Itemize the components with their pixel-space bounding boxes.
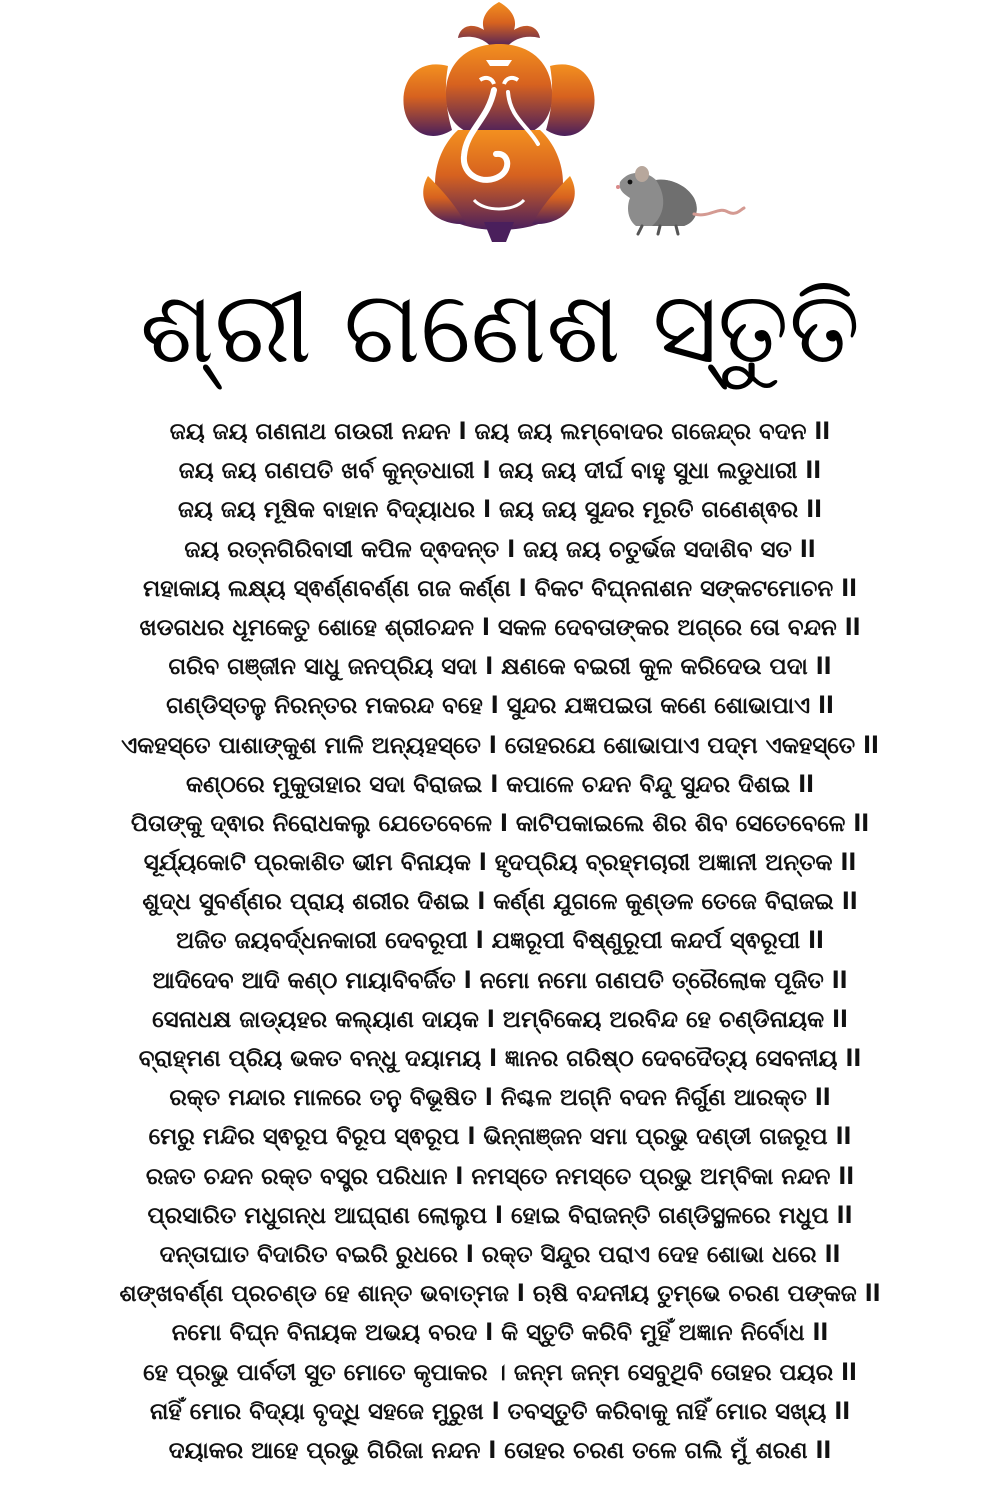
verse-line: ଗରିବ ଗଞ୍ଜୀନ ସାଧୁ ଜନପ୍ରିୟ ସଦା l କ୍ଷଣକେ ବଇରୀ କୁଳ କରିଦେଉ ପଦା ll (168, 654, 832, 681)
verse-line: ଏକହସ୍ତେ ପାଶାଙ୍କୁଶ ମାଳି ଅନ୍ୟହସ୍ତେ l ତୋହରଯେ ଶୋଭାପାଏ ପଦ୍ମ ଏକହସ୍ତେ ll (121, 732, 879, 759)
verse-line: ପ୍ରସାରିତ ମଧୁଗନ୍ଧ ଆଘ୍ରାଣ ଲୋଲୁପ l ହୋଇ ବିରାଜନ୍ତି ଗଣ୍ଡିସ୍ଥଳରେ ମଧୁପ ll (147, 1202, 853, 1229)
ganesha-icon (388, 0, 610, 242)
header-illustration (0, 0, 1000, 250)
verse-list (40, 413, 960, 1471)
verse-line: ଜୟ ରତ୍ନଗିରିବାସୀ କପିଳ ଦ୍ଵଦନ୍ତ l ଜୟ ଜୟ ଚତୁର୍ଭଜ ସଦାଶିବ ସତ ll (184, 536, 816, 563)
verse-line: ବ୍ରାହ୍ମଣ ପ୍ରିୟ ଭକତ ବନ୍ଧୁ ଦୟାମୟ l ଜ୍ଞାନର ଗରିଷ୍ଠ ଦେବଦୈତ୍ୟ ସେବନୀୟ ll (138, 1046, 862, 1072)
verse-line: ଗଣ୍ଡିସ୍ତଳୁ ନିରନ୍ତର ମକରନ୍ଦ ବହେ l ସୁନ୍ଦର ଯଜ୍ଞପଇତା କଣେ ଶୋଭାପାଏ ll (166, 693, 834, 720)
verse-line: ରକ୍ତ ମନ୍ଦାର ମାଳରେ ତନୁ ବିଭୂଷିତ l ନିଶ୍ଚଳ ଅଗ୍ନି ବଦନ ନିର୍ଗୁଣ ଆରକ୍ତ ll (169, 1085, 831, 1112)
verse-line: ସେନାଧକ୍ଷ ଜାଡ୍ୟହର କଲ୍ୟାଣ ଦାୟକ l ଅମ୍ବିକେୟ ଅରବିନ୍ଦ ହେ ଚଣ୍ଡିନାୟକ ll (152, 1006, 848, 1033)
verse-line: ରଜତ ଚନ୍ଦନ ରକ୍ତ ବସ୍ତ୍ର ପରିଧାନ l ନମସ୍ତେ ନମସ୍ତେ ପ୍ରଭୁ ଅମ୍ବିକା ନନ୍ଦନ ll (145, 1163, 855, 1190)
verse-line: ଶୁଦ୍ଧ ସୁବର୍ଣ୍ଣର ପ୍ରାୟ ଶରୀର ଦିଶଇ l କର୍ଣ୍ଣ ଯୁଗଳେ କୁଣ୍ଡଳ ତେଜେ ବିରାଜଇ ll (142, 889, 858, 916)
verse-line: ହେ ପ୍ରଭୁ ପାର୍ବତୀ ସୁତ ମୋତେ କୃପାକର । ଜନ୍ମ ଜନ୍ମ ସେବୁଥିବି ତୋହର ପୟର ll (143, 1359, 857, 1386)
verse-line: ପିତାଙ୍କୁ ଦ୍ଵାର ନିରୋଧକଲୁ ଯେତେବେଳେ l କାଟିପକାଇଲେ ଶିର ଶିବ ସେତେବେଳେ ll (130, 810, 870, 837)
verse-line: ନମୋ ବିଘ୍ନ ବିନାୟକ ଅଭୟ ବରଦ l କି ସ୍ତୁତି କରିବି ମୁହିଁ ଅଜ୍ଞାନ ନିର୍ବୋଧ ll (171, 1320, 829, 1347)
verse-line: ଦନ୍ତାଘାତ ବିଦାରିତ ବଇରି ରୁଧରେ l ରକ୍ତ ସିନ୍ଦୁର ପରାଏ ଦେହ ଶୋଭା ଧରେ ll (159, 1241, 841, 1268)
verse-line: ଅଜିତ ଜୟବର୍ଦ୍ଧନକାରୀ ଦେବରୂପୀ l ଯଜ୍ଞରୂପୀ ବିଷ୍ଣୁରୂପୀ କନ୍ଦର୍ପ ସ୍ଵରୂପୀ ll (176, 928, 824, 955)
verse-line: ଖଡଗଧର ଧୂମକେତୁ ଶୋହେ ଶ୍ରୀଚନ୍ଦନ l ସକଳ ଦେବତାଙ୍କର ଅଗ୍ରେ ତୋ ବନ୍ଦନ ll (139, 614, 861, 641)
verse-line: କଣ୍ଠରେ ମୁକୁତାହାର ସଦା ବିରାଜଇ l କପାଳେ ଚନ୍ଦନ ବିନ୍ଦୁ ସୁନ୍ଦର ଦିଶଇ ll (185, 771, 815, 798)
mouse-icon (612, 160, 747, 240)
verse-line: ଜୟ ଜୟ ଗଣପତି ଖର୍ବ କୁନ୍ତଧାରୀ l ଜୟ ଜୟ ଦୀର୍ଘ ବାହୁ ସୁଧା ଲଡୁଧାରୀ ll (178, 458, 822, 485)
verse-line: ଆଦିଦେବ ଆଦି କଣ୍ଠ ମାୟାବିବର୍ଜିତ l ନମୋ ନମୋ ଗଣପତି ତ୍ରୈଲୋକ ପୂଜିତ ll (152, 967, 848, 994)
page-title: ଶ୍ରୀ ଗଣେଶ ସ୍ତୁତି (139, 269, 861, 386)
verse-line: ଶଙ୍ଖବର୍ଣ୍ଣ ପ୍ରଚଣ୍ଡ ହେ ଶାନ୍ତ ଭବାତ୍ମଜ l ଋଷି ବନ୍ଦନୀୟ ତୁମ୍ଭେ ଚରଣ ପଙ୍କଜ ll (119, 1281, 881, 1308)
verse-line: ସୂର୍ଯ୍ୟକୋଟି ପ୍ରକାଶିତ ଭୀମ ବିନାୟକ l ହୃଦପ୍ରିୟ ବ୍ରହ୍ମଚାରୀ ଅଜ୍ଞାନୀ ଅନ୍ତକ ll (143, 850, 857, 877)
verse-line: ମେରୁ ମନ୍ଦିର ସ୍ଵରୂପ ବିରୂପ ସ୍ଵରୂପ l ଭିନ୍ନାଞ୍ଜନ ସମା ପ୍ରଭୁ ଦଣ୍ଡୀ ଗଜରୂପ ll (148, 1124, 852, 1151)
verse-line: ଦୟାକର ଆହେ ପ୍ରଭୁ ଗିରିଜା ନନ୍ଦନ l ତୋହର ଚରଣ ତଳେ ଗଲି ମୁଁ ଶରଣ ll (168, 1437, 832, 1464)
verse-line: ଜୟ ଜୟ ମୂଷିକ ବାହାନ ବିଦ୍ୟାଧର l ଜୟ ଜୟ ସୁନ୍ଦର ମୂରତି ଗଣେଶ୍ଵର ll (177, 497, 823, 524)
verse-line: ନାହିଁ ମୋର ବିଦ୍ୟା ବୃଦ୍ଧି ସହଜେ ମୁରୁଖ l ତବସ୍ତୁତି କରିବାକୁ ନାହିଁ ମୋର ସଖ୍ୟ ll (149, 1398, 851, 1425)
verse-line: ଜୟ ଜୟ ଗଣନାଥ ଗଉରୀ ନନ୍ଦନ l ଜୟ ଜୟ ଲମ୍ବୋଦର ଗଜେନ୍ଦ୍ର ବଦନ ll (169, 419, 831, 445)
verse-line: ମହାକାୟ ଲକ୍ଷ୍ୟ ସ୍ଵର୍ଣ୍ଣବର୍ଣ୍ଣ ଗଜ କର୍ଣ୍ଣ l ବିକଟ ବିଘ୍ନନାଶନ ସଙ୍କଟମୋଚନ ll (142, 575, 858, 602)
